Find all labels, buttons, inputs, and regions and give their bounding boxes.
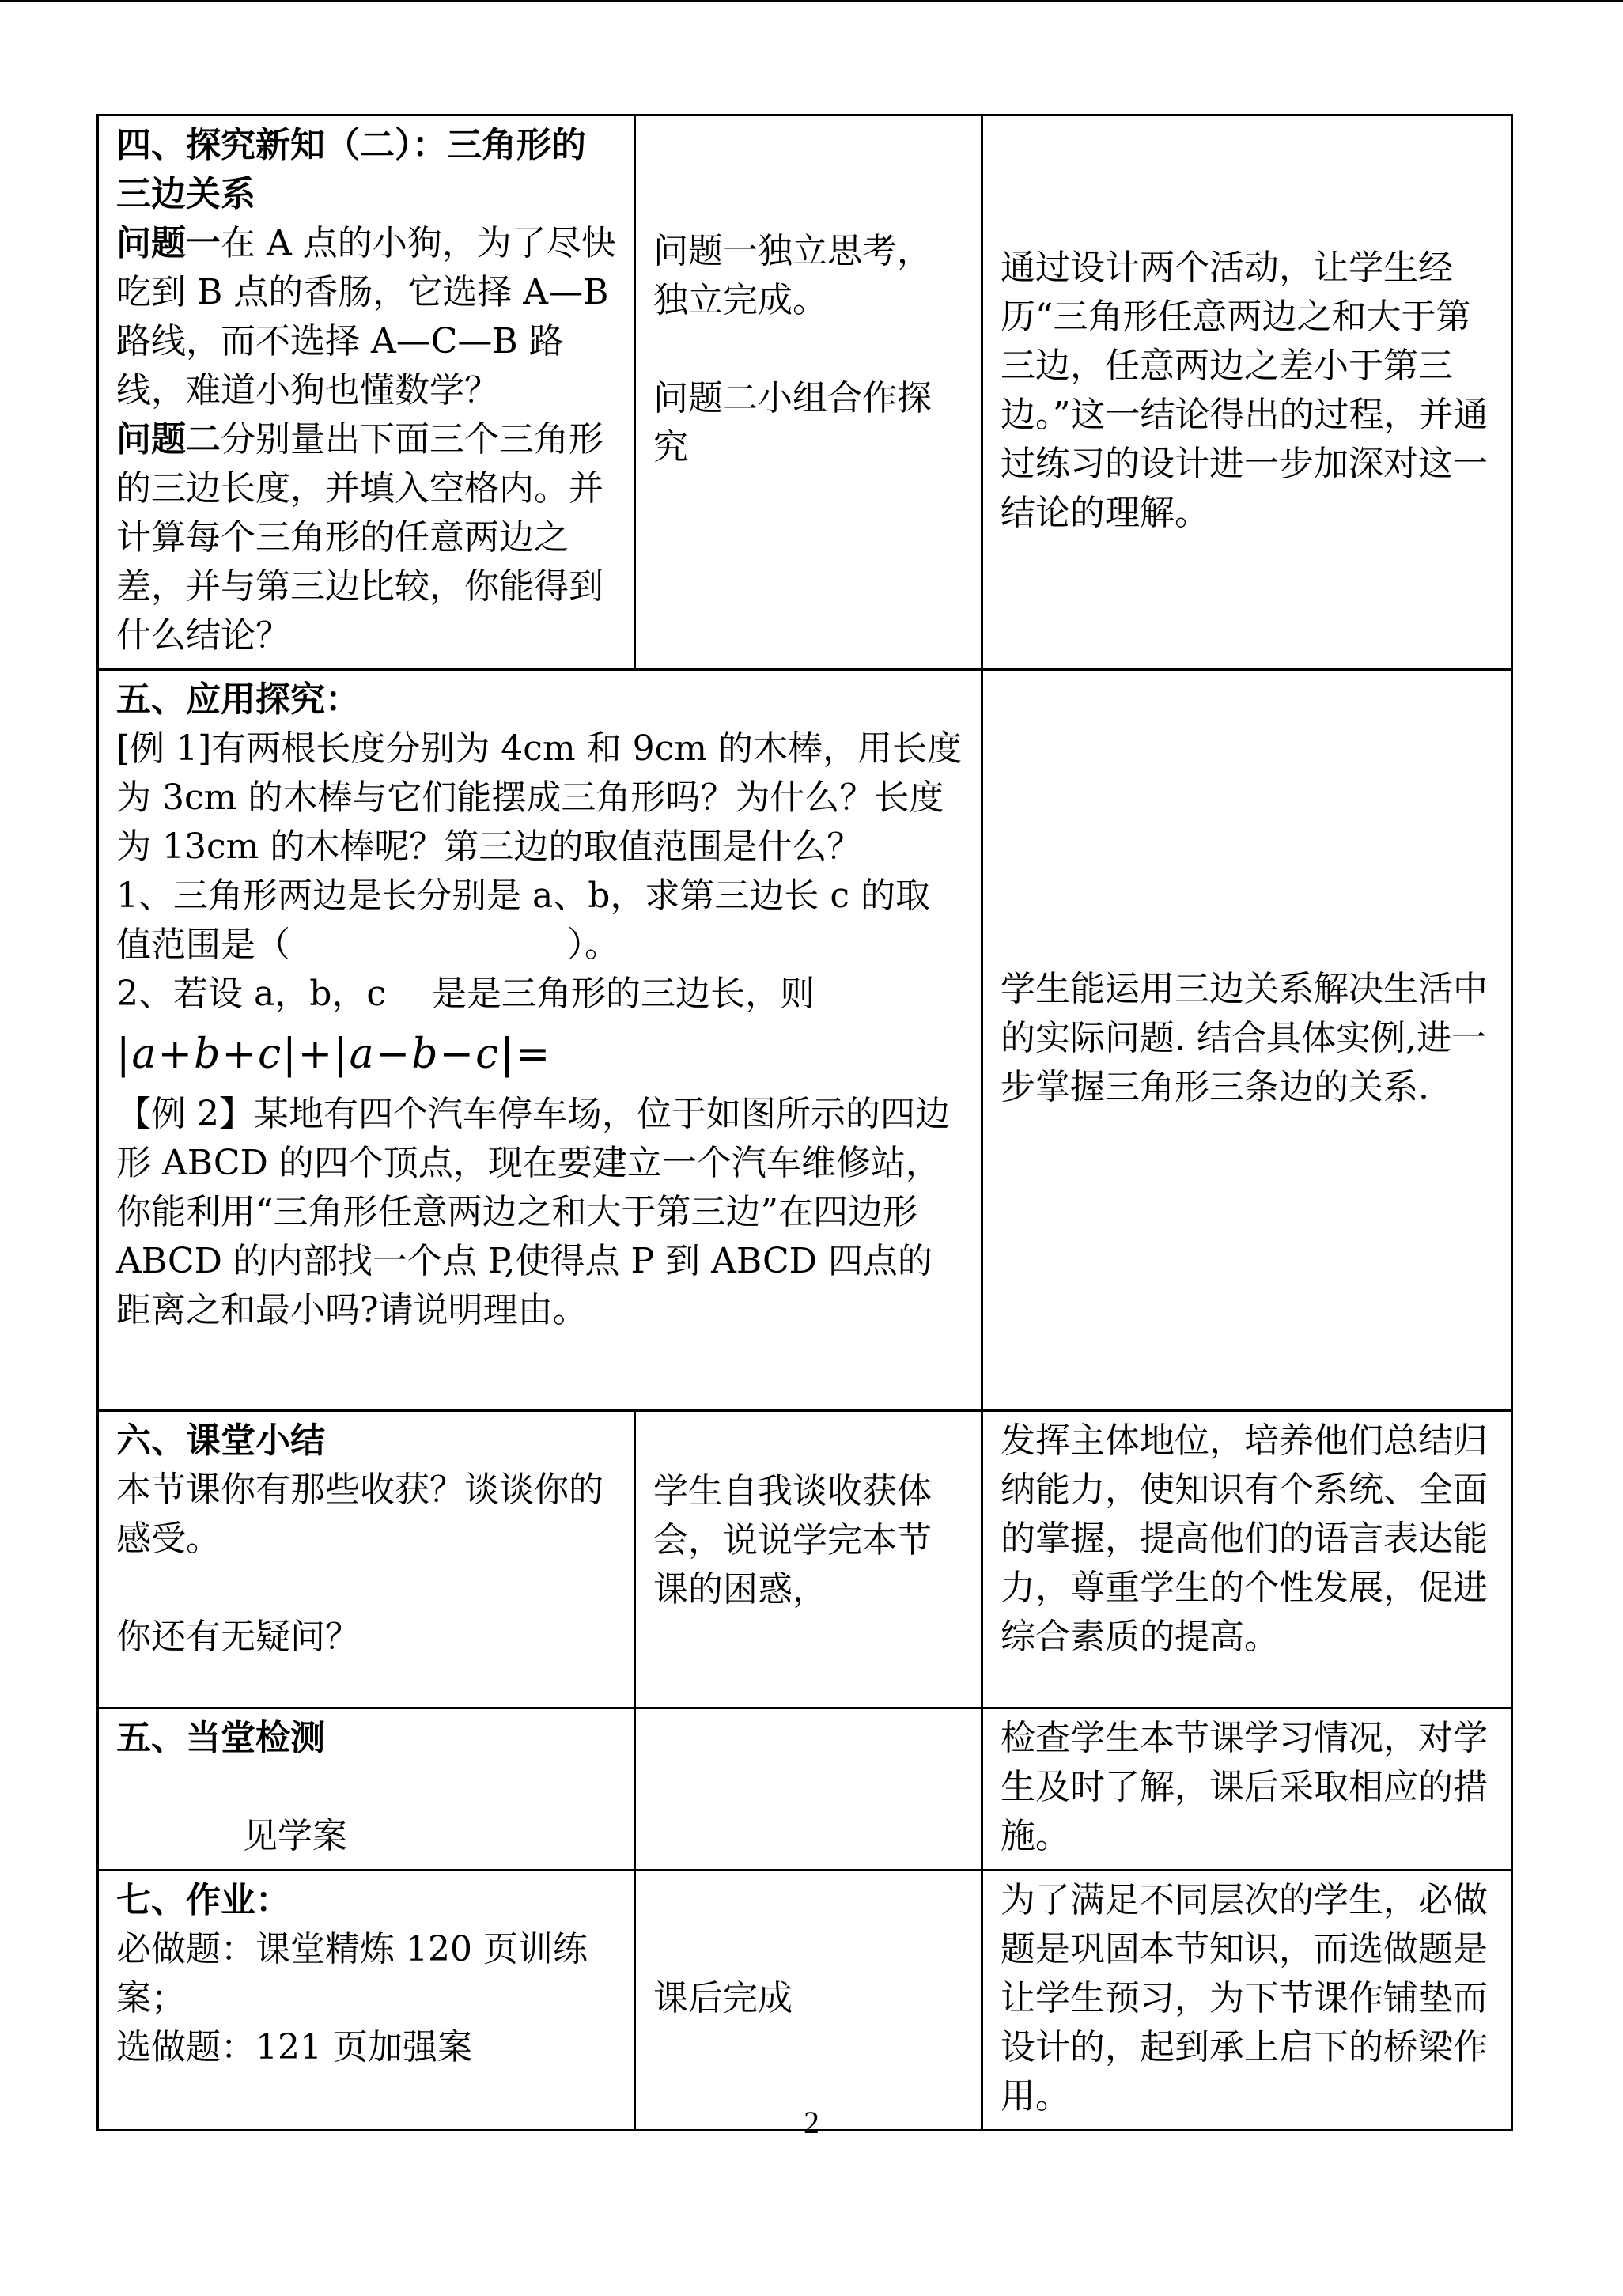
table-row-homework <box>98 1870 1512 2131</box>
cell-apply-intent <box>982 670 1512 1411</box>
question-one <box>116 219 616 415</box>
question-one-label: 问题一 <box>116 223 221 263</box>
exercise-one-text: 1、三角形两边是长分别是 a、b，求第三边长 c 的取值范围是（ <box>116 876 930 965</box>
abs-value-formula: |a+b+c|+|a−b−c|= <box>116 1031 552 1078</box>
exercise-one-end: ）。 <box>567 925 619 965</box>
check-note: 见学案 <box>243 1816 347 1856</box>
student-activity: 学生自我谈收获体会，说说学完本节课的困惑， <box>653 1471 932 1609</box>
table-row-apply <box>98 670 1512 1411</box>
section-heading: 七、作业： <box>116 1880 290 1920</box>
page-number: 2 <box>804 2105 819 2140</box>
question-two <box>116 415 616 660</box>
cell-homework-content <box>98 1870 635 2131</box>
example-one: [例 1]有两根长度分别为 4cm 和 9cm 的木棒，用长度为 3cm 的木棒与它们能摆成三角形吗？为什么？长度为 13cm 的木棒呢？第三边的取值范围是什么？ <box>116 728 962 867</box>
cell-summary-intent <box>982 1411 1512 1708</box>
homework-optional: 选做题：121 页加强案 <box>116 2027 472 2067</box>
cell-apply-content <box>98 670 982 1411</box>
cell-explore-student <box>635 115 982 670</box>
section-heading: 五、应用探究： <box>116 679 360 720</box>
design-intent: 发挥主体地位，培养他们总结归纳能力，使知识有个系统、全面的掌握，提高他们的语言表达能力，尊重学生的个性发展，促进综合素质的提高。 <box>1001 1420 1488 1657</box>
question-one-text: 在 A 点的小狗，为了尽快吃到 B 点的香肠，它选择 A—B 路线，而不选择 A—C—B 路线，难道小狗也懂数学？ <box>116 223 616 410</box>
design-intent: 检查学生本节课学习情况，对学生及时了解，课后采取相应的措施。 <box>1001 1718 1488 1856</box>
section-heading: 六、课堂小结 <box>116 1420 325 1461</box>
summary-question: 你还有无疑问？ <box>116 1617 360 1657</box>
top-rule <box>0 0 1623 2</box>
cell-homework-intent <box>982 1870 1512 2131</box>
student-activity-b: 问题二小组合作探究 <box>653 378 932 467</box>
exercise-two: 2、若设 a，b，c 是是三角形的三边长，则 <box>116 974 815 1014</box>
student-activity-a: 问题一独立思考，独立完成。 <box>653 231 932 320</box>
cell-check-intent <box>982 1708 1512 1870</box>
table-row-check <box>98 1708 1512 1870</box>
cell-check-content <box>98 1708 635 1870</box>
homework-required: 必做题：课堂精炼 120 页训练案； <box>116 1929 588 2018</box>
design-intent: 通过设计两个活动，让学生经历“三角形任意两边之和大于第三边，任意两边之差小于第三边。”这一结论得出的过程，并通过练习的设计进一步加深对这一结论的理解。 <box>1001 248 1489 533</box>
cell-summary-content <box>98 1411 635 1708</box>
question-two-text: 分别量出下面三个三角形的三边长度，并填入空格内。并计算每个三角形的任意两边之差，并与第三边比较，你能得到什么结论？ <box>116 419 603 656</box>
table-row-summary <box>98 1411 1512 1708</box>
table-row-explore <box>98 115 1512 670</box>
cell-explore-intent <box>982 115 1512 670</box>
cell-check-student <box>635 1708 982 1870</box>
question-two-label: 问题二 <box>116 419 221 460</box>
exercise-one <box>116 872 963 970</box>
student-activity: 课后完成 <box>653 1978 793 2018</box>
design-intent: 为了满足不同层次的学生，必做题是巩固本节知识，而选做题是让学生预习，为下节课作铺垫而设计的，起到承上启下的桥梁作用。 <box>1001 1880 1488 2116</box>
summary-prompt: 本节课你有那些收获？谈谈你的感受。 <box>116 1470 603 1559</box>
example-two: 【例 2】某地有四个汽车停车场，位于如图所示的四边形 ABCD 的四个顶点，现在要建立一个汽车维修站，你能利用“三角形任意两边之和大于第三边”在四边形 ABCD 的内部找一个点 P,使得点 P 到 ABCD 四点的距离之和最小吗?请说明理由。 <box>116 1094 950 1330</box>
cell-homework-student <box>635 1870 982 2131</box>
section-heading: 四、探究新知（二）：三角形的三边关系 <box>116 125 586 214</box>
section-heading: 五、当堂检测 <box>116 1718 325 1758</box>
design-intent: 学生能运用三边关系解决生活中的实际问题. 结合具体实例,进一步掌握三角形三条边的关系. <box>1001 969 1488 1107</box>
lesson-plan-table <box>96 114 1513 2131</box>
cell-explore-content <box>98 115 635 670</box>
cell-summary-student <box>635 1411 982 1708</box>
